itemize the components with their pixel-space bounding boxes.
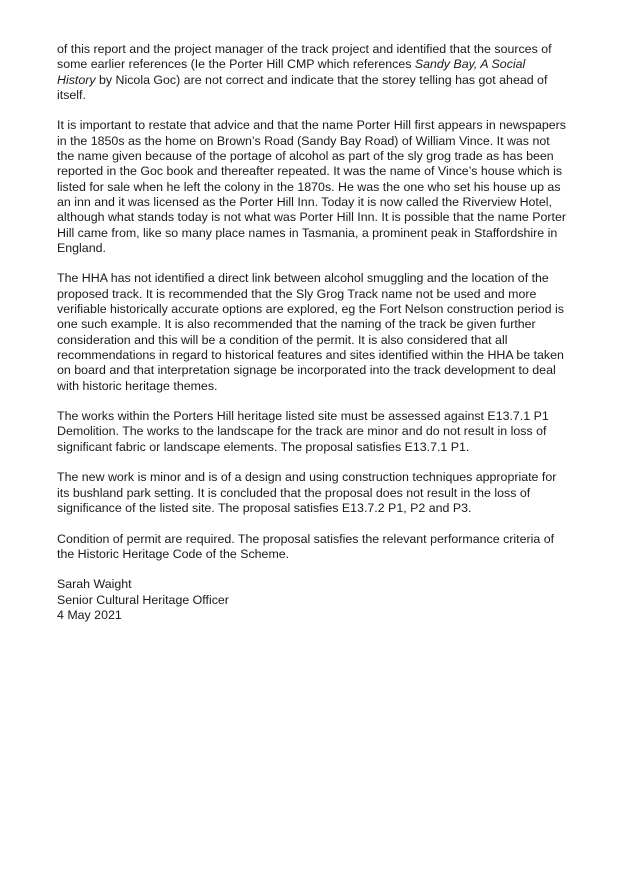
signatory-title: Senior Cultural Heritage Officer — [57, 592, 229, 607]
book-title-italic: Sandy Bay, A Social History — [57, 57, 526, 87]
paragraph-demolition-assessment: The works within the Porters Hill heritage listed site must be assessed against E13.7.1 P1 Demolition. The works to the landscape for the track are minor and do not result in loss of significant fabric or landscape elements. The proposal satisfies E13.7.1 P1. — [57, 409, 549, 454]
paragraph-conclusion: Condition of permit are required. The proposal satisfies the relevant performance criteria of the Historic Heritage Code of the Scheme. — [57, 531, 555, 561]
paragraph-text: of this report and the project manager of the track project and identified that the sources of some earlier references (Ie the Porter Hill CMP which references — [57, 42, 552, 72]
signature-block — [57, 577, 567, 623]
paragraph-hha-recommendations: The HHA has not identified a direct link between alcohol smuggling and the location of the proposed track. It is recommended that the Sly Grog Track name not be used and more verifiable historically accurate options are explored, eg the Fort Nelson construction period is one such example. It is also recommended that the naming of the track be given further consideration and this will be a condition of the permit. It is also considered that all recommendations in regard to historical features and sites identified within the HHA be taken on board and that interpretation signage be incorporated into the track development to deal with historic heritage themes. — [57, 271, 564, 393]
paragraph-new-work-assessment: The new work is minor and is of a design and using construction techniques appropriate for its bushland park setting. It is concluded that the proposal does not result in the loss of significance of the listed site. The proposal satisfies E13.7.2 P1, P2 and P3. — [57, 470, 557, 515]
signatory-name: Sarah Waight — [57, 577, 132, 592]
signature-date: 4 May 2021 — [57, 607, 122, 622]
paragraph-porter-hill-history: It is important to restate that advice and that the name Porter Hill first appears in newspapers in the 1850s as the home on Brown’s Road (Sandy Bay Road) of William Vince. It was not the name given because of the portage of alcohol as part of the sly grog trade as has been reported in the Goc book and thereafter repeated. It was the name of Vince’s house which is listed for sale when he left the colony in the 1870s. He was the one who set his house up as an inn and it was licensed as the Porter Hill Inn. Today it is now called the Riverview Hotel, although what stands today is not what was Porter Hill Inn. It is possible that the name Porter Hill came from, like so many place names in Tasmania, a prominent peak in Staffordshire in England. — [57, 118, 566, 255]
paragraph-text: by Nicola Goc) are not correct and indicate that the storey telling has got ahead of itself. — [57, 72, 548, 102]
paragraph-report-sources — [57, 42, 567, 103]
document-page — [57, 42, 567, 623]
